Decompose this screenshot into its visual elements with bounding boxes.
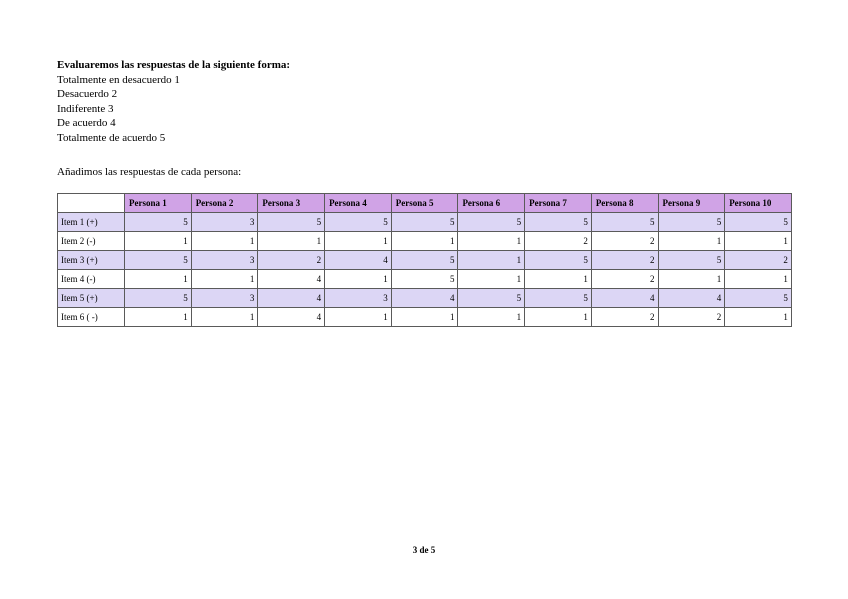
- response-cell: 1: [458, 308, 525, 327]
- column-header: Persona 5: [391, 194, 458, 213]
- table-body: [58, 213, 792, 327]
- response-cell: 5: [125, 251, 192, 270]
- row-label: Item 4 (-): [58, 270, 125, 289]
- response-cell: 1: [658, 270, 725, 289]
- response-cell: 1: [658, 232, 725, 251]
- response-cell: 2: [525, 232, 592, 251]
- response-cell: 1: [391, 308, 458, 327]
- row-label: Item 2 (-): [58, 232, 125, 251]
- table-row: [58, 308, 792, 327]
- response-cell: 5: [525, 213, 592, 232]
- response-cell: 1: [125, 270, 192, 289]
- response-cell: 5: [125, 289, 192, 308]
- response-cell: 2: [591, 308, 658, 327]
- response-cell: 3: [191, 289, 258, 308]
- row-label: Item 3 (+): [58, 251, 125, 270]
- response-cell: 5: [591, 213, 658, 232]
- response-cell: 2: [258, 251, 325, 270]
- response-cell: 2: [658, 308, 725, 327]
- column-header: Persona 4: [325, 194, 392, 213]
- response-cell: 1: [258, 232, 325, 251]
- scale-item-3: Indiferente 3: [57, 102, 114, 115]
- response-cell: 4: [391, 289, 458, 308]
- response-cell: 5: [391, 251, 458, 270]
- response-cell: 1: [191, 232, 258, 251]
- response-cell: 1: [525, 308, 592, 327]
- response-cell: 1: [458, 251, 525, 270]
- response-cell: 1: [325, 270, 392, 289]
- response-cell: 4: [258, 289, 325, 308]
- response-cell: 4: [658, 289, 725, 308]
- response-cell: 5: [658, 251, 725, 270]
- column-header: Persona 1: [125, 194, 192, 213]
- response-cell: 5: [391, 213, 458, 232]
- response-cell: 5: [458, 289, 525, 308]
- table-row: [58, 213, 792, 232]
- response-cell: 5: [658, 213, 725, 232]
- response-cell: 1: [458, 232, 525, 251]
- column-header: Persona 7: [525, 194, 592, 213]
- scale-description: [57, 58, 290, 145]
- response-cell: 1: [191, 308, 258, 327]
- header-corner-cell: [58, 194, 125, 213]
- scale-item-2: Desacuerdo 2: [57, 88, 118, 100]
- responses-table: [57, 193, 792, 327]
- response-cell: 1: [525, 270, 592, 289]
- response-cell: 1: [125, 232, 192, 251]
- column-header: Persona 8: [591, 194, 658, 213]
- response-cell: 5: [725, 213, 792, 232]
- response-cell: 4: [325, 251, 392, 270]
- response-cell: 5: [258, 213, 325, 232]
- column-header: Persona 9: [658, 194, 725, 213]
- response-cell: 2: [591, 270, 658, 289]
- table-row: [58, 251, 792, 270]
- response-cell: 3: [325, 289, 392, 308]
- response-cell: 3: [191, 213, 258, 232]
- response-cell: 1: [391, 232, 458, 251]
- column-header: Persona 10: [725, 194, 792, 213]
- response-cell: 2: [591, 251, 658, 270]
- response-cell: 1: [325, 308, 392, 327]
- response-cell: 5: [525, 289, 592, 308]
- table-row: [58, 289, 792, 308]
- response-cell: 1: [191, 270, 258, 289]
- row-label: Item 6 ( -): [58, 308, 125, 327]
- response-cell: 3: [191, 251, 258, 270]
- response-cell: 5: [525, 251, 592, 270]
- response-cell: 2: [591, 232, 658, 251]
- response-cell: 4: [258, 308, 325, 327]
- row-label: Item 5 (+): [58, 289, 125, 308]
- response-cell: 2: [725, 251, 792, 270]
- responses-subheading: Añadimos las respuestas de cada persona:: [57, 166, 242, 178]
- response-cell: 1: [725, 308, 792, 327]
- column-header: Persona 2: [191, 194, 258, 213]
- table-header: [58, 194, 792, 213]
- header-row: [58, 194, 792, 213]
- response-cell: 4: [258, 270, 325, 289]
- response-cell: 5: [725, 289, 792, 308]
- scale-item-5: Totalmente de acuerdo 5: [57, 131, 166, 144]
- response-cell: 1: [458, 270, 525, 289]
- table-row: [58, 232, 792, 251]
- row-label: Item 1 (+): [58, 213, 125, 232]
- response-cell: 5: [458, 213, 525, 232]
- response-cell: 4: [591, 289, 658, 308]
- scale-item-4: De acuerdo 4: [57, 117, 116, 129]
- response-cell: 5: [125, 213, 192, 232]
- response-cell: 1: [725, 270, 792, 289]
- response-cell: 1: [325, 232, 392, 251]
- response-cell: 1: [125, 308, 192, 327]
- response-cell: 5: [325, 213, 392, 232]
- column-header: Persona 6: [458, 194, 525, 213]
- scale-heading: Evaluaremos las respuestas de la siguiente forma:: [57, 59, 291, 71]
- scale-item-1: Totalmente en desacuerdo 1: [57, 73, 180, 86]
- column-header: Persona 3: [258, 194, 325, 213]
- page-number: 3 de 5: [412, 545, 436, 555]
- response-cell: 1: [725, 232, 792, 251]
- response-cell: 5: [391, 270, 458, 289]
- table-row: [58, 270, 792, 289]
